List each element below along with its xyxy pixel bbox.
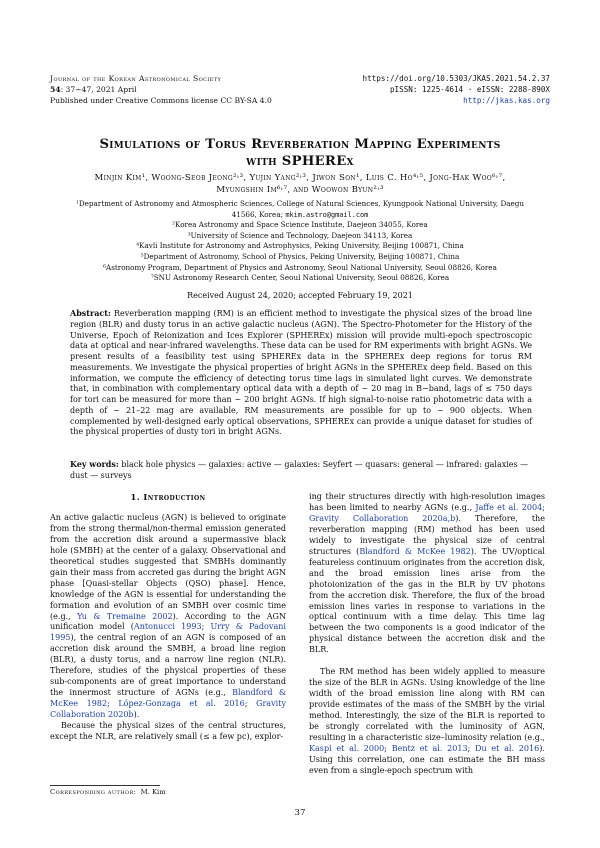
authors-line-1: Minjin Kim¹, Woong-Seob Jeong²˒³, Yujin Yang²˒³, Jiwon Son¹, Luis C. Ho⁴˒⁵, Jong-Hak Woo⁶˒⁷, [94, 173, 506, 183]
citation-link[interactable]: Blandford & McKee 1982 [359, 546, 471, 556]
p1-text-b: ). According to the AGN unification model ( [50, 611, 286, 632]
r2-text-a: The RM method has been widely applied to measure the size of the BLR in AGNs. Using knowledge of the line width of the broad emission line along with RM can provide estimates of the mass of the SMBH by the virial method. Interestingly, the size of the BLR is reported to be strongly correlated with the luminosity of AGN, resulting in a characteristic size–luminosity relation (e.g., [309, 667, 545, 743]
citation-link[interactable]: Bentz et al. 2013 [391, 743, 468, 753]
citation-link[interactable]: Du et al. 2016 [475, 743, 540, 753]
title-line-1: Simulations of Torus Reverberation Mapping Experiments [99, 137, 501, 152]
title-line-2: with SPHEREx [246, 154, 354, 169]
author-list [40, 172, 560, 196]
r2-text-b: ; [384, 743, 392, 753]
r2-text-d: ). Using this correlation, one can estimate the BH mass even from a single-epoch spectrum with [309, 743, 545, 775]
citation-link[interactable]: Gravity Collaboration 2020b [50, 699, 286, 720]
issn-line: pISSN: 1225-4614 · eISSN: 2288-890X [389, 85, 550, 94]
citation-link[interactable]: Jaffe et al. 2004 [475, 502, 543, 512]
left-column [50, 492, 286, 743]
affiliation-4: ⁴Kavli Institute for Astronomy and Astrophysics, Peking University, Beijing 100871, China [136, 241, 464, 251]
footnote-rule [50, 785, 160, 786]
p1-text-d: ), the central region of an AGN is composed of an accretion disk around the SMBH, a broad line region (BLR), a dusty torus, and a narrow line region (NLR). Therefore, studies of the physical properties of these sub-components are of great importance to understand the innermost structure of AGNs (e.g., [50, 633, 286, 698]
paragraph-gap [309, 656, 545, 667]
right-column [309, 492, 545, 777]
journal-name: Journal of the Korean Astronomical Society [50, 74, 222, 83]
journal-volume: 54 [50, 85, 61, 94]
citation-link[interactable]: Gravity Collaboration 2020a,b [309, 513, 456, 523]
affiliation-1-city: 41566, Korea; [231, 209, 286, 219]
footnote-name: M. Kim [140, 788, 166, 796]
corresponding-author-note [50, 788, 166, 796]
citation-link[interactable]: Antonucci 1993 [133, 622, 202, 632]
citation-link[interactable]: Blandford & McKee 1982 [50, 688, 286, 709]
affiliation-3: ³University of Science and Technology, Daejeon 34113, Korea [187, 230, 413, 240]
p1-text-a: An active galactic nucleus (AGN) is believed to originate from the strong thermal/non-thermal emission generated from the accretion disk around a supermassive black hole (SMBH) at the center of a galaxy. Observational and theoretical studies suggested that SMBHs dominantly gain their mass from accreted gas during the bright AGN phase [Quasi-stellar Objects (QSO) phase]. Hence, knowledge of the AGN is essential for understanding the formation and evolution of an SMBH over cosmic time (e.g., [50, 512, 286, 621]
journal-url-link[interactable]: http://jkas.kas.org [463, 96, 550, 105]
r1-text-d: ). The UV/optical featureless continuum originates from the accretion disk, and the broad emission lines arise from the photoionization of the gas in the BLR by UV photons from the accretion disk. Therefore, the flux of the broad emission lines varies in response to variations in the optical continuum with a time delay. This time lag between the two components is a good indicator of the physical distance between the accretion disk and the BLR. [309, 546, 545, 655]
intro-paragraph-3 [309, 667, 545, 777]
journal-volume-line [50, 84, 272, 95]
journal-header [50, 73, 272, 106]
r1-text-b: ; [542, 502, 545, 512]
footnote-label: Corresponding author: [50, 788, 137, 796]
citation-link[interactable]: Kaspi et al. 2000 [309, 743, 385, 753]
citation-link[interactable]: Yu & Tremaine 2002 [77, 611, 173, 621]
received-dates: Received August 24, 2020; accepted February 19, 2021 [187, 291, 413, 300]
p1-text-e: ; [107, 699, 119, 709]
affiliation-5: ⁵Department of Astronomy, School of Physics, Peking University, Beijing 100871, China [140, 251, 460, 261]
keywords-label: Key words: [70, 459, 119, 469]
r2-text-c: ; [467, 743, 476, 753]
paper-title [40, 136, 560, 170]
contact-email[interactable]: mkim.astro@gmail.com [285, 210, 369, 219]
intro-paragraph-2: Because the physical sizes of the central structures, except the NLR, are relatively small (≤ a few pc), explor- [50, 721, 286, 742]
abstract-label: Abstract: [70, 308, 111, 318]
affiliation-2: ²Korea Astronomy and Space Science Institute, Daejeon 34055, Korea [172, 220, 428, 230]
journal-identifiers [363, 73, 550, 106]
p1-text-c: ; [201, 622, 211, 632]
affiliation-1-cont [45, 210, 555, 221]
p1-text-f: ; [244, 699, 257, 709]
page-number: 37 [294, 808, 306, 818]
affiliations [45, 199, 555, 284]
abstract [70, 308, 532, 438]
p1-text-g: ). [133, 710, 140, 720]
keywords-text: black hole physics — galaxies: active — galaxies: Seyfert — quasars: general — infrared: galaxies — dust — surveys [70, 460, 529, 480]
intro-paragraph-1 [50, 513, 286, 721]
r1-text-a: ing their structures directly with high-resolution images has been limited to nearby AGNs (e.g., [309, 492, 545, 512]
journal-pages: : 37∼47, 2021 April [60, 85, 137, 94]
r1-text-c: ). Therefore, the reverberation mapping (RM) method has been used widely to investigate the physical size of central structures ( [309, 513, 545, 556]
abstract-text: Reverberation mapping (RM) is an efficient method to investigate the physical sizes of the broad line region (BLR) and dusty torus in an active galactic nucleus (AGN). The Spectro-Photometer for the History of the Universe, Epoch of Reionization and Ices Explorer (SPHEREx) mission will provide multi-epoch spectroscopic data at optical and near-infrared wavelengths. These data can be used for RM experiments with bright AGNs. We present results of a feasibility test using SPHEREx data in the SPHEREx deep regions for torus RM measurements. We investigate the physical properties of bright AGNs in the SPHEREx deep field. Based on this information, we compute the efficiency of detecting torus time lags in simulated light curves. We demonstrate that, in combination with complementary optical data with a depth of ∼ 20 mag in B−band, lags of ≤ 750 days for tori can be measured for more than ∼ 200 bright AGNs. If high signal-to-noise ratio photometric data with a depth of ∼ 21–22 mag are available, RM measurements are possible for up to ∼ 900 objects. When complemented by well-designed early optical observations, SPHEREx can provide a unique dataset for studies of the physical properties of dusty tori in bright AGNs. [70, 309, 532, 437]
section-heading: 1. Introduction [130, 492, 206, 502]
authors-line-2: Myungshin Im⁶˒⁷, and Woowon Byun²˒³ [216, 185, 384, 195]
citation-link[interactable]: Urry & Padovani 1995 [50, 622, 287, 643]
doi-link[interactable]: https://doi.org/10.5303/JKAS.2021.54.2.37 [362, 74, 550, 83]
intro-paragraph-2-cont [309, 492, 545, 656]
citation-link[interactable]: López-Gonzaga et al. 2016 [118, 699, 245, 709]
affiliation-7: ⁷SNU Astronomy Research Center, Seoul National University, Seoul 08826, Korea [150, 273, 450, 283]
affiliation-6: ⁶Astronomy Program, Department of Physics and Astronomy, Seoul National University, Seoul 08826, Korea [103, 262, 497, 272]
affiliation-1: ¹Department of Astronomy and Atmospheric Sciences, College of Natural Sciences, Kyungpook National University, Daegu [76, 199, 524, 208]
keywords [70, 459, 532, 481]
license-line: Published under Creative Commons license CC BY-SA 4.0 [50, 96, 272, 105]
